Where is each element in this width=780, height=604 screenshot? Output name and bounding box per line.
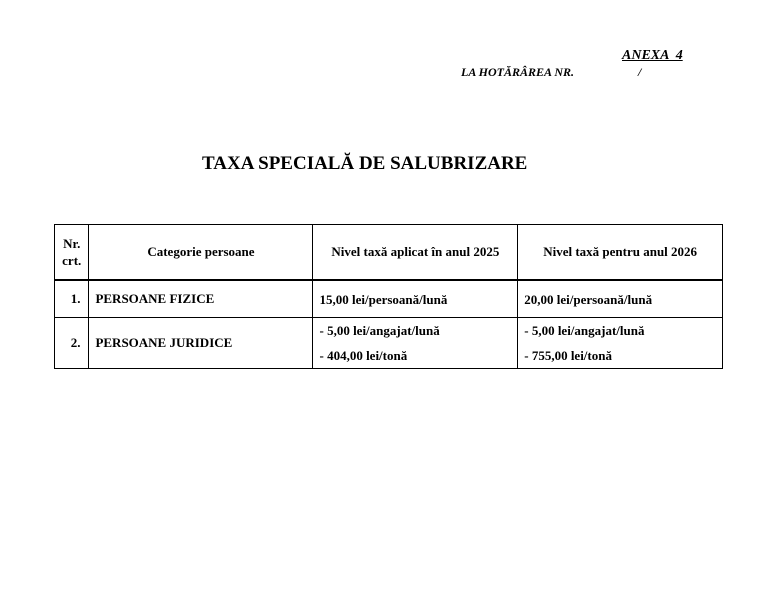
- row-level-2026: [518, 318, 723, 369]
- tax-table: [54, 224, 723, 369]
- annex-label: ANEXA 4: [622, 48, 683, 63]
- row-number: 2.: [55, 318, 89, 369]
- level-value: - 404,00 lei/tonă: [319, 348, 408, 363]
- level-value: - 5,00 lei/angajat/lună: [524, 323, 645, 338]
- decision-reference: LA HOTĂRÂREA NR.: [461, 65, 575, 79]
- header-nr-line2: crt.: [62, 253, 82, 268]
- document-title: TAXA SPECIALĂ DE SALUBRIZARE: [202, 153, 528, 174]
- level-value: - 5,00 lei/angajat/lună: [319, 323, 440, 338]
- level-value: 20,00 lei/persoană/lună: [524, 291, 653, 307]
- table-row: [55, 280, 723, 318]
- decision-number-separator: /: [638, 65, 642, 79]
- header-level-2025: Nivel taxă aplicat în anul 2025: [313, 225, 518, 281]
- level-value: - 755,00 lei/tonă: [524, 348, 612, 363]
- level-value: 15,00 lei/persoană/lună: [319, 291, 448, 307]
- header-nr-line1: Nr.: [63, 236, 81, 251]
- table-header-row: [55, 225, 723, 281]
- row-number: 1.: [55, 280, 89, 318]
- header-nr-crt: [55, 225, 89, 281]
- row-category: PERSOANE JURIDICE: [89, 318, 313, 369]
- row-level-2025: [313, 280, 518, 318]
- row-level-2025: [313, 318, 518, 369]
- row-level-2026: [518, 280, 723, 318]
- header-category: Categorie persoane: [89, 225, 313, 281]
- header-level-2026: Nivel taxă pentru anul 2026: [518, 225, 723, 281]
- table-row: [55, 318, 723, 369]
- row-category: PERSOANE FIZICE: [89, 280, 313, 318]
